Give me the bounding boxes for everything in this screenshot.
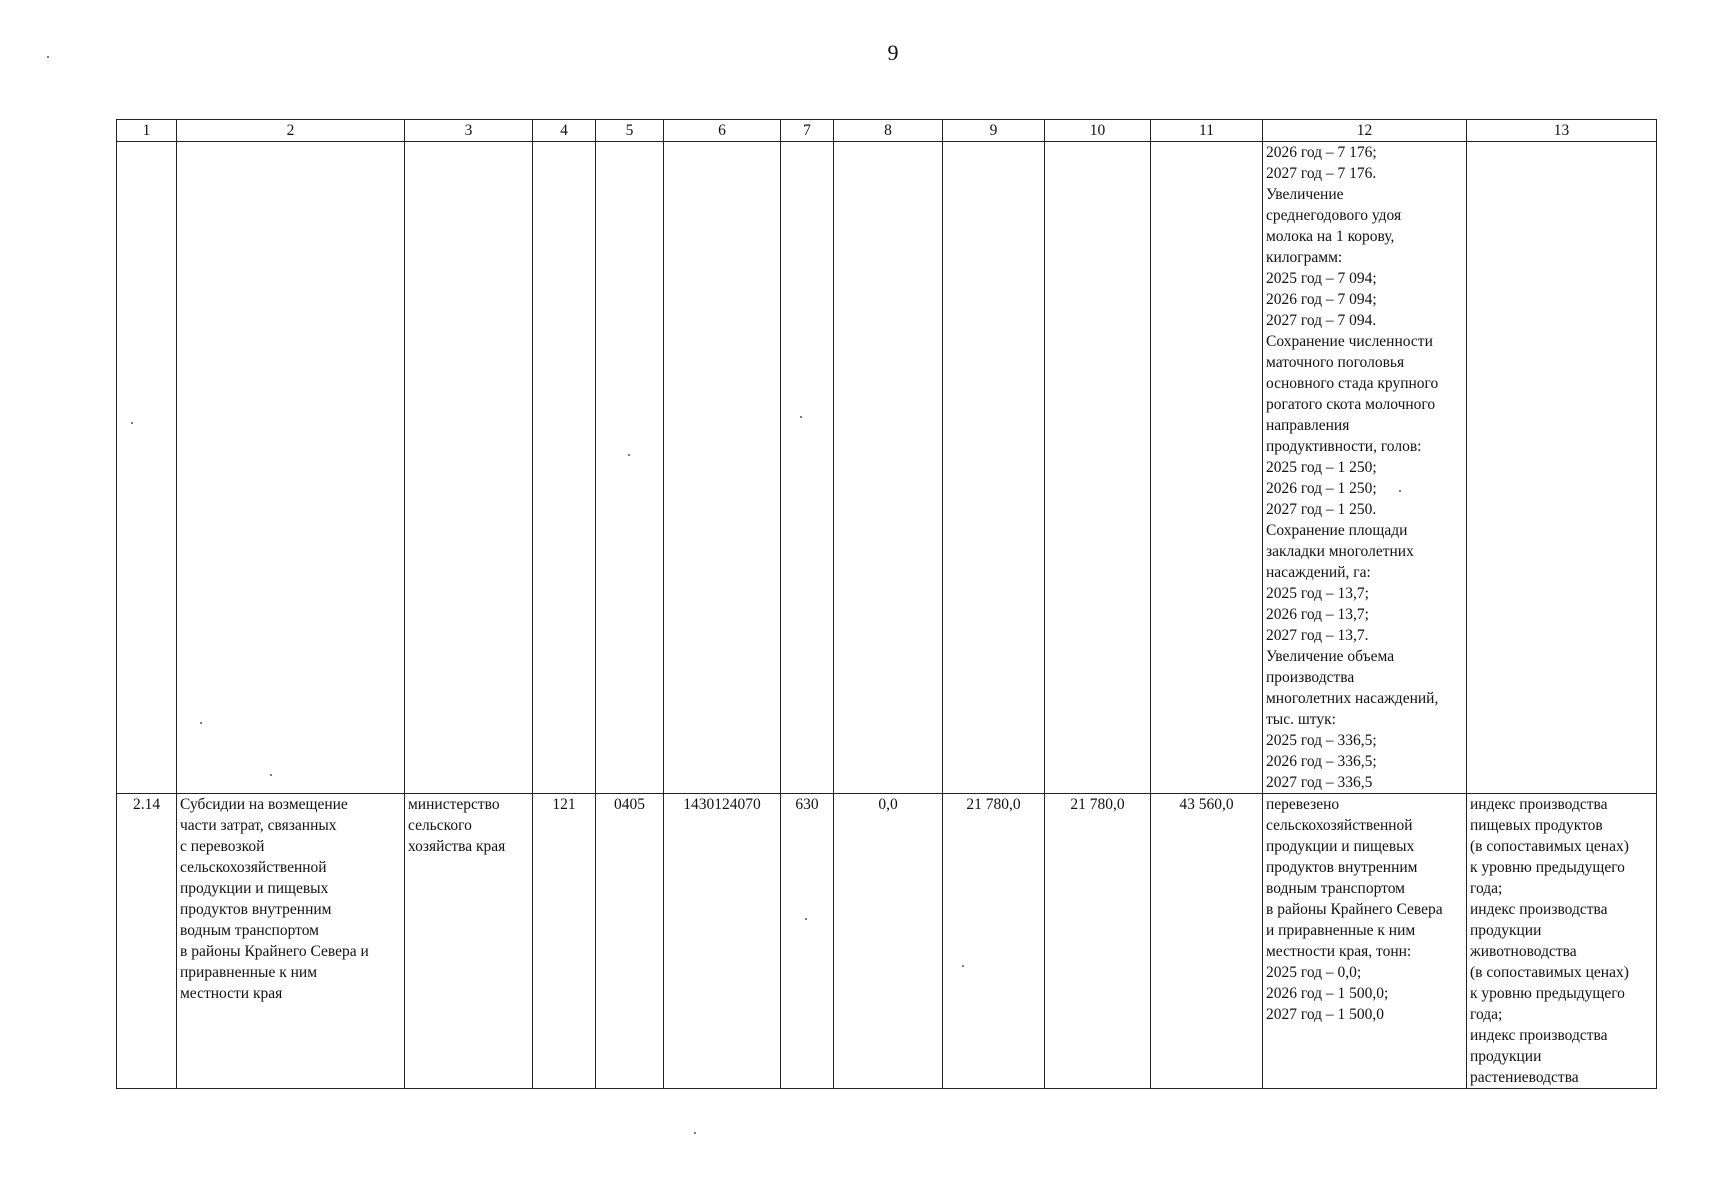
col-header-12: 12 xyxy=(1263,120,1467,142)
cell xyxy=(834,142,943,794)
text-line: (в сопоставимых ценах) xyxy=(1470,838,1629,855)
cell xyxy=(781,142,834,794)
text-line: 2025 год – 0,0; xyxy=(1266,964,1362,981)
text-line: продукции и пищевых xyxy=(180,880,329,897)
scan-speck xyxy=(270,774,272,776)
table-row xyxy=(117,794,1657,1089)
text-line: продукции и пищевых xyxy=(1266,838,1415,855)
cell xyxy=(177,142,405,794)
grbs-code: 121 xyxy=(533,794,596,1089)
text-line: водным транспортом xyxy=(1266,880,1405,897)
scan-speck xyxy=(1399,490,1401,492)
text-line: 2026 год – 7 176; xyxy=(1266,144,1377,161)
text-line: к уровню предыдущего xyxy=(1470,985,1625,1002)
text-line: водным транспортом xyxy=(180,922,319,939)
text-line: пищевых продуктов xyxy=(1470,817,1603,834)
text-line: 2027 год – 13,7. xyxy=(1266,627,1369,644)
col-header-4: 4 xyxy=(533,120,596,142)
text-line: 2025 год – 13,7; xyxy=(1266,585,1369,602)
text-line: с перевозкой xyxy=(180,838,265,855)
text-line: индекс производства xyxy=(1470,901,1608,918)
cell xyxy=(1045,142,1151,794)
text-line: направления xyxy=(1266,417,1350,434)
col-header-6: 6 xyxy=(664,120,781,142)
text-line: животноводства xyxy=(1470,943,1577,960)
col-header-2: 2 xyxy=(177,120,405,142)
col-header-5: 5 xyxy=(596,120,664,142)
header-row xyxy=(117,120,1657,142)
amount-total: 43 560,0 xyxy=(1151,794,1263,1089)
text-line: продуктов внутренним xyxy=(180,901,332,918)
text-line: в районы Крайнего Севера и xyxy=(180,943,369,960)
text-line: 2025 год – 1 250; xyxy=(1266,459,1377,476)
text-line: части затрат, связанных xyxy=(180,817,337,834)
continuation-results-cell xyxy=(1263,142,1467,794)
col-header-13: 13 xyxy=(1467,120,1657,142)
text-line: основного стада крупного xyxy=(1266,375,1439,392)
text-line: растениеводства xyxy=(1470,1069,1579,1086)
cell xyxy=(117,142,177,794)
text-line: и приравненные к ним xyxy=(1266,922,1416,939)
text-line: 2027 год – 7 176. xyxy=(1266,165,1377,182)
text-line: Увеличение xyxy=(1266,186,1344,203)
scan-speck xyxy=(962,965,964,967)
text-line: местности края xyxy=(180,985,283,1002)
text-line: продуктов внутренним xyxy=(1266,859,1418,876)
text-line: насаждений, га: xyxy=(1266,564,1371,581)
target-article-code: 1430124070 xyxy=(664,794,781,1089)
text-line: года; xyxy=(1470,880,1503,897)
text-line: сельскохозяйственной xyxy=(1266,817,1413,834)
amount-2026: 21 780,0 xyxy=(943,794,1045,1089)
section-code: 0405 xyxy=(596,794,664,1089)
text-line: 2025 год – 7 094; xyxy=(1266,270,1377,287)
text-line: Увеличение объема xyxy=(1266,648,1395,665)
text-line: продуктивности, голов: xyxy=(1266,438,1422,455)
cell xyxy=(1151,142,1263,794)
expected-result-cell xyxy=(1263,794,1467,1089)
text-line: молока на 1 корову, xyxy=(1266,228,1395,245)
text-line: продукции xyxy=(1470,922,1542,939)
cell xyxy=(405,142,533,794)
col-header-9: 9 xyxy=(943,120,1045,142)
cell xyxy=(533,142,596,794)
amount-2027: 21 780,0 xyxy=(1045,794,1151,1089)
text-line: закладки многолетних xyxy=(1266,543,1414,560)
text-line: Субсидии на возмещение xyxy=(180,796,348,813)
cell xyxy=(1467,142,1657,794)
col-header-11: 11 xyxy=(1151,120,1263,142)
text-line: многолетних насаждений, xyxy=(1266,690,1439,707)
text-line: 2026 год – 1 500,0; xyxy=(1266,985,1389,1002)
text-line: тыс. штук: xyxy=(1266,711,1336,728)
text-line: 2026 год – 336,5; xyxy=(1266,753,1377,770)
expense-type-code: 630 xyxy=(781,794,834,1089)
text-line: 2026 год – 13,7; xyxy=(1266,606,1369,623)
scan-speck xyxy=(200,722,202,724)
text-line: 2026 год – 7 094; xyxy=(1266,291,1377,308)
col-header-8: 8 xyxy=(834,120,943,142)
text-line: в районы Крайнего Севера xyxy=(1266,901,1443,918)
page-number: 9 xyxy=(887,40,899,65)
scan-speck xyxy=(800,416,802,418)
continuation-row xyxy=(117,142,1657,794)
text-line: года; xyxy=(1470,1006,1503,1023)
text-line: местности края, тонн: xyxy=(1266,943,1412,960)
text-line: перевезено xyxy=(1266,796,1340,813)
text-line: сельского xyxy=(408,817,472,834)
text-line: Сохранение площади xyxy=(1266,522,1408,539)
indicator-cell xyxy=(1467,794,1657,1089)
text-line: Сохранение численности xyxy=(1266,333,1433,350)
cell xyxy=(664,142,781,794)
scan-speck xyxy=(131,422,133,424)
text-line: хозяйства края xyxy=(408,838,506,855)
text-line: 2027 год – 1 500,0 xyxy=(1266,1006,1385,1023)
text-line: индекс производства xyxy=(1470,796,1608,813)
col-header-10: 10 xyxy=(1045,120,1151,142)
text-line: 2027 год – 1 250. xyxy=(1266,501,1377,518)
scan-speck xyxy=(628,454,630,456)
scan-speck xyxy=(694,1132,696,1134)
text-line: сельскохозяйственной xyxy=(180,859,327,876)
text-line: 2026 год – 1 250; xyxy=(1266,480,1377,497)
text-line: министерство xyxy=(408,796,500,813)
amount-2025: 0,0 xyxy=(834,794,943,1089)
executor-cell xyxy=(405,794,533,1089)
cell xyxy=(596,142,664,794)
col-header-1: 1 xyxy=(117,120,177,142)
cell xyxy=(943,142,1045,794)
text-line: производства xyxy=(1266,669,1355,686)
text-line: индекс производства xyxy=(1470,1027,1608,1044)
col-header-3: 3 xyxy=(405,120,533,142)
text-line: 2027 год – 7 094. xyxy=(1266,312,1377,329)
text-line: (в сопоставимых ценах) xyxy=(1470,964,1629,981)
program-table xyxy=(116,119,1657,1089)
text-line: 2025 год – 336,5; xyxy=(1266,732,1377,749)
text-line: к уровню предыдущего xyxy=(1470,859,1625,876)
scan-speck xyxy=(47,56,49,58)
row-number: 2.14 xyxy=(117,794,177,1089)
text-line: среднегодового удоя xyxy=(1266,207,1402,224)
text-line: килограмм: xyxy=(1266,249,1343,266)
text-line: рогатого скота молочного xyxy=(1266,396,1436,413)
text-line: продукции xyxy=(1470,1048,1542,1065)
text-line: маточного поголовья xyxy=(1266,354,1405,371)
scan-speck xyxy=(805,918,807,920)
text-line: 2027 год – 336,5 xyxy=(1266,774,1373,791)
text-line: приравненные к ним xyxy=(180,964,318,981)
col-header-7: 7 xyxy=(781,120,834,142)
measure-name-cell xyxy=(177,794,405,1089)
